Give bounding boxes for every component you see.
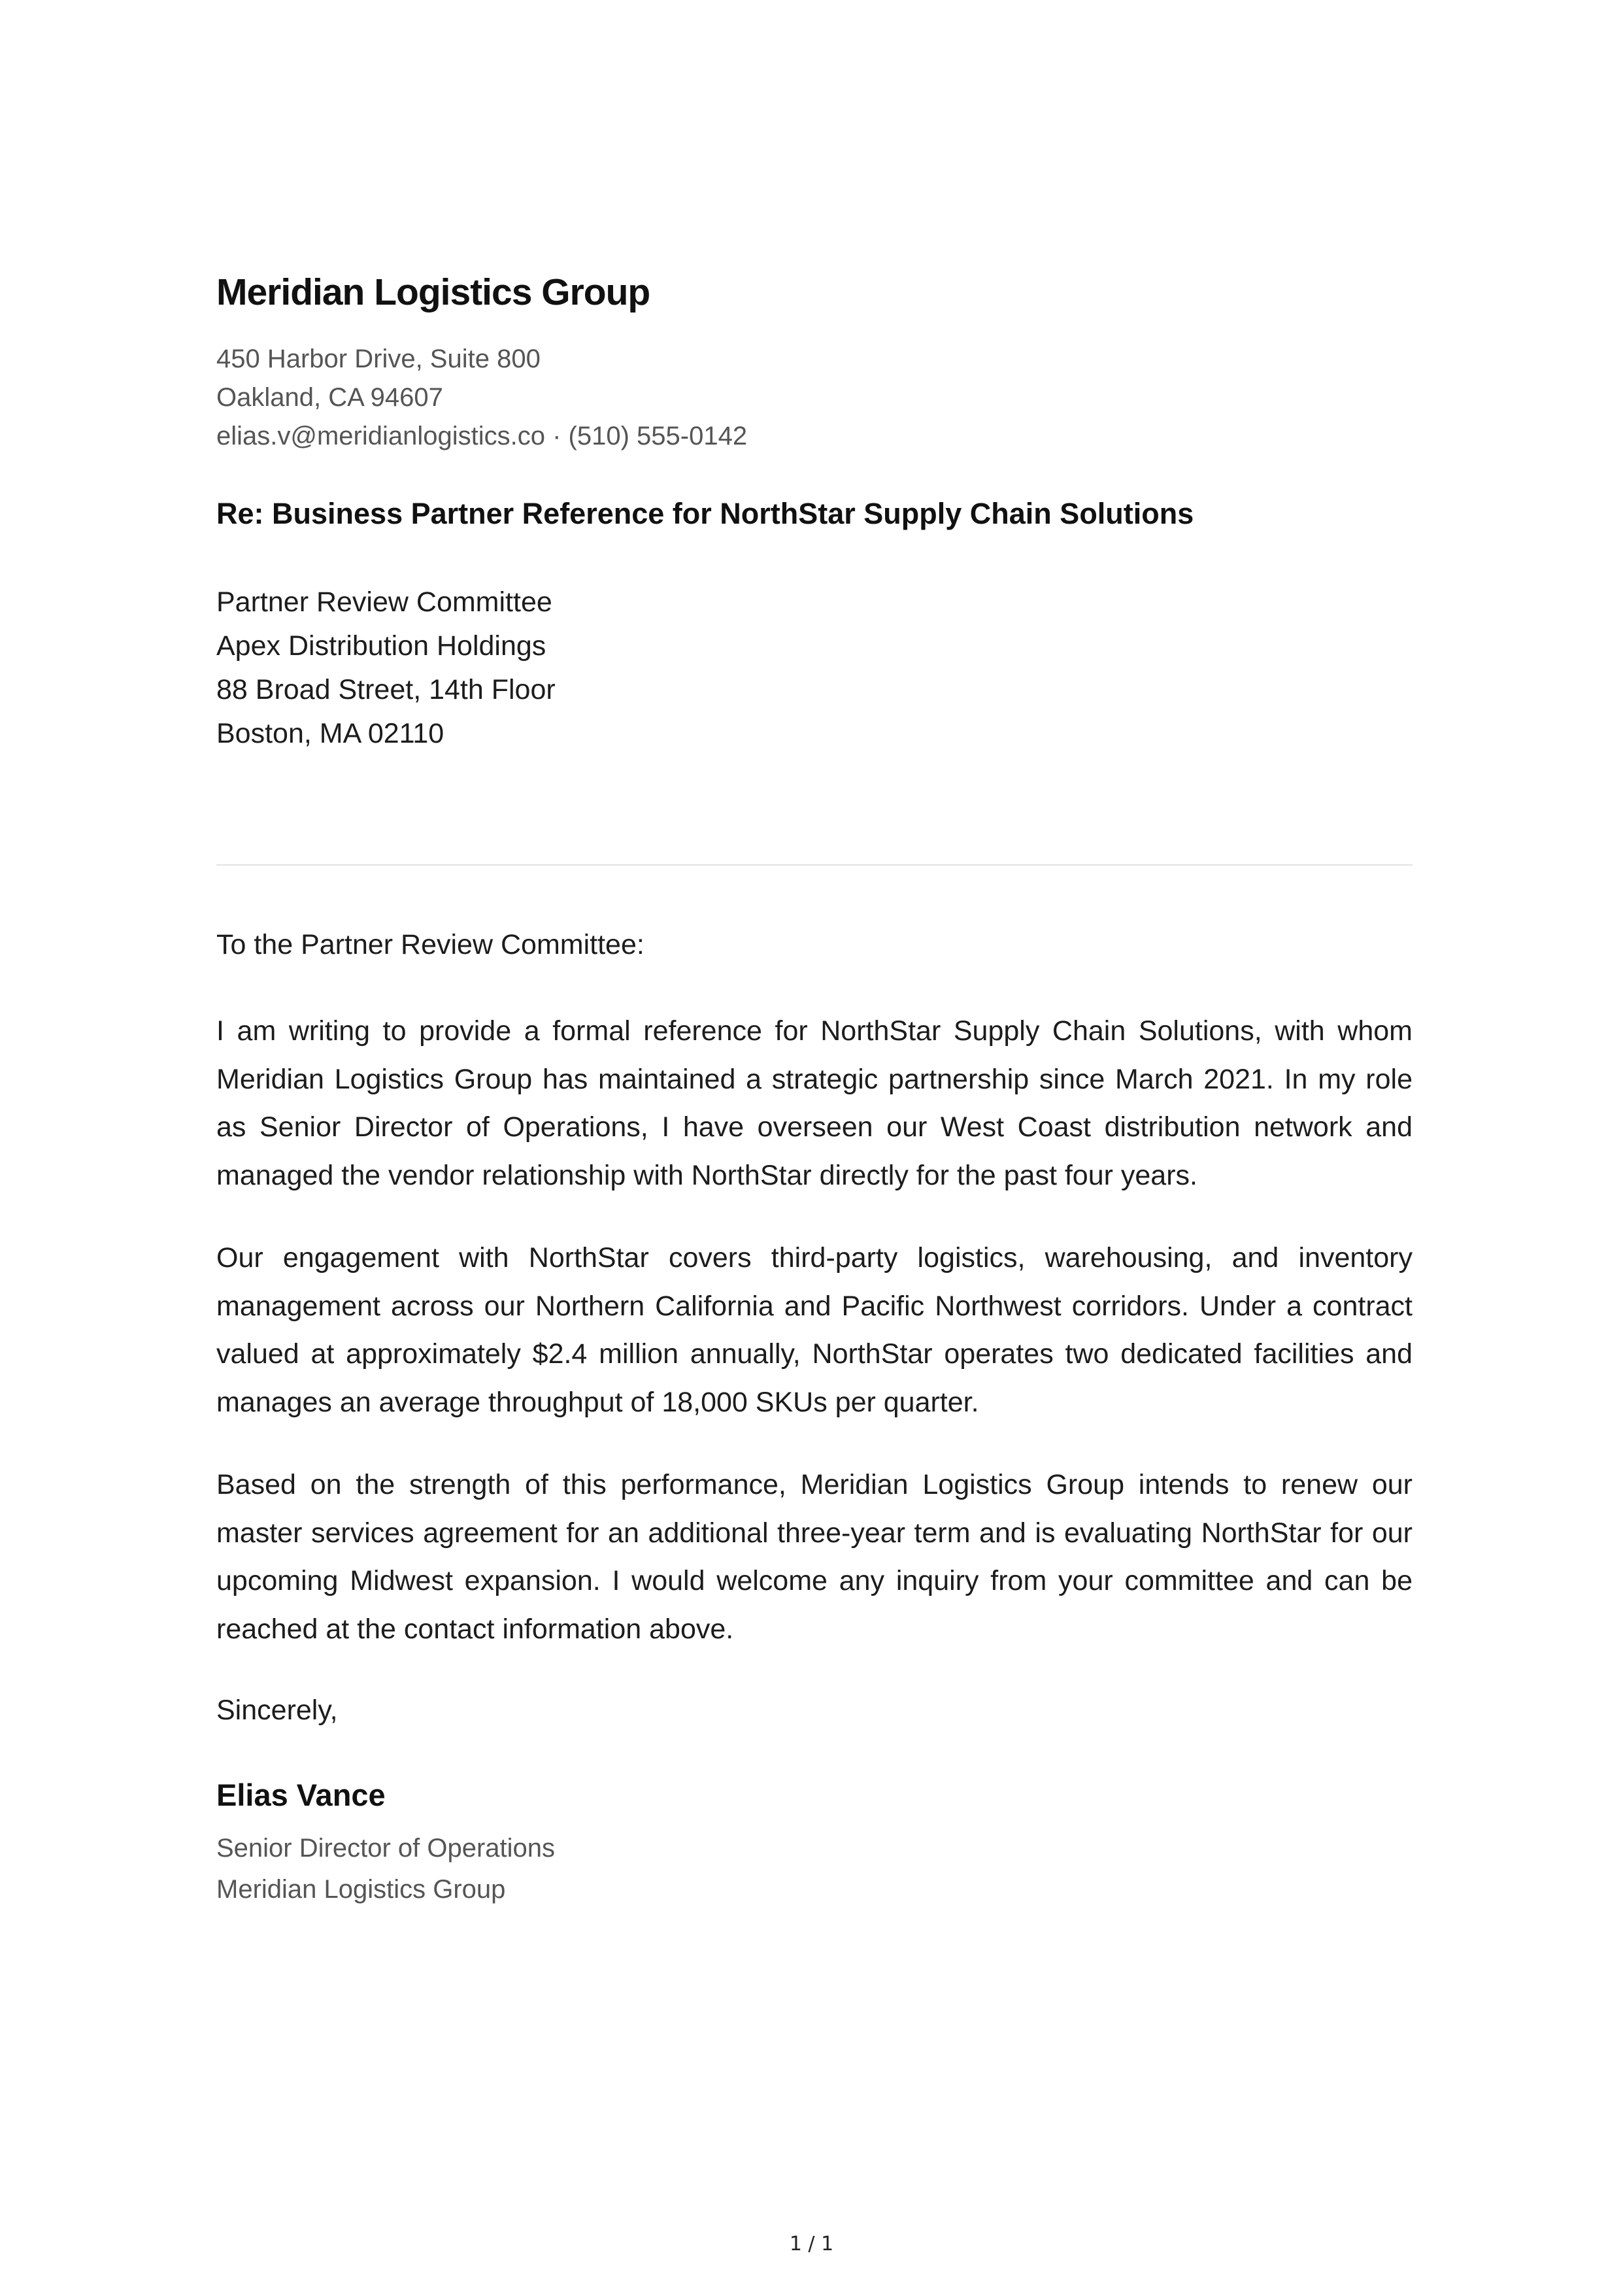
subject-line: Re: Business Partner Reference for NorthStar Supply Chain Solutions — [216, 497, 1194, 530]
divider — [216, 864, 1413, 866]
signer-title: Senior Director of Operations — [216, 1834, 556, 1863]
contact-line: elias.v@meridianlogistics.co · (510) 555-0142 — [216, 422, 748, 450]
recipient-line-3: 88 Broad Street, 14th Floor — [216, 674, 556, 705]
page-number: 1 / 1 — [789, 2233, 834, 2255]
letterhead-organization: Meridian Logistics Group — [216, 271, 650, 313]
signer-name: Elias Vance — [216, 1778, 386, 1812]
recipient-line-4: Boston, MA 02110 — [216, 718, 444, 749]
closing: Sincerely, — [216, 1695, 338, 1726]
salutation: To the Partner Review Committee: — [216, 929, 644, 960]
address-line-2: Oakland, CA 94607 — [216, 383, 443, 412]
body-paragraph-2: Our engagement with NorthStar covers third-party logistics, warehousing, and inventory management across our Northern California and Pacific Northwest corridors. Under a contract valued at approximately $2.4 million annually, NorthStar operates two dedicated facilities and manages an average throughput of 18,000 SKUs per quarter. — [216, 1242, 1413, 1418]
signer-details — [216, 1828, 555, 1910]
recipient-block — [216, 581, 556, 756]
recipient-line-2: Apex Distribution Holdings — [216, 630, 546, 662]
body-paragraph-3: Based on the strength of this performance, Meridian Logistics Group intends to renew our master services agreement for an additional three-year term and is evaluating NorthStar for our upcoming Midwest expansion. I would welcome any inquiry from your committee and can be reached at the contact information above. — [216, 1469, 1413, 1645]
recipient-line-1: Partner Review Committee — [216, 586, 552, 618]
body-paragraph-1: I am writing to provide a formal reference for NorthStar Supply Chain Solutions, with whom Meridian Logistics Group has maintained a strategic partnership since March 2021. In my role as Senior Director of Operations, I have overseen our West Coast distribution network and managed the vendor relationship with NorthStar directly for the past four years. — [216, 1015, 1413, 1191]
address-line-1: 450 Harbor Drive, Suite 800 — [216, 345, 541, 373]
signer-organization: Meridian Logistics Group — [216, 1875, 506, 1904]
letterhead-address — [216, 340, 747, 456]
